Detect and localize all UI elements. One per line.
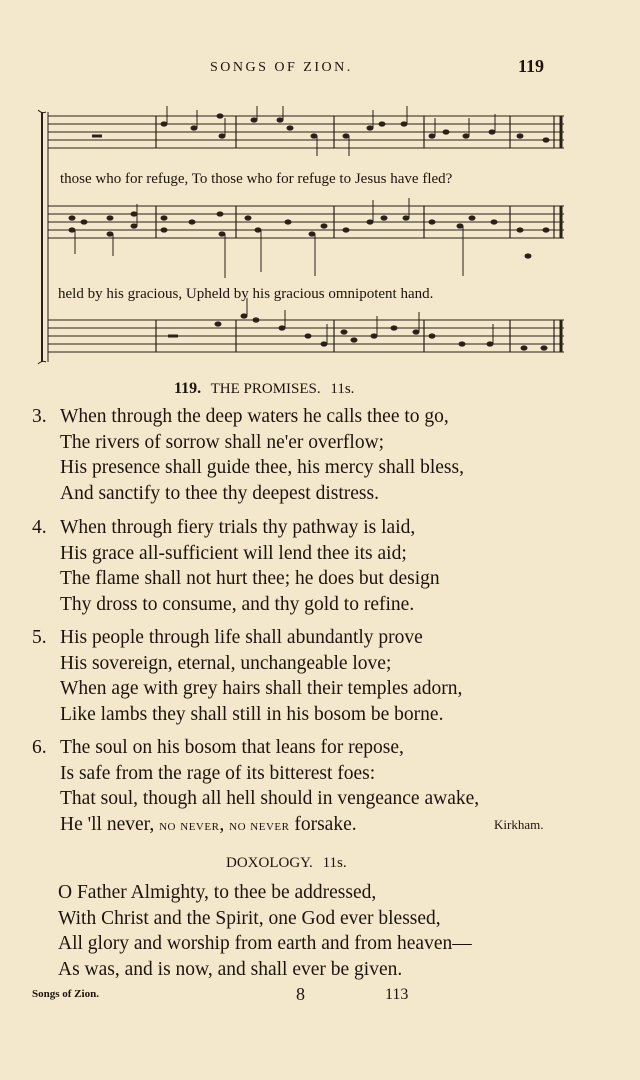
music-lyric-line-1: those who for refuge, To those who for refuge to Jesus have fled?	[60, 171, 453, 187]
staff-middle	[48, 206, 564, 238]
verse-5	[32, 625, 462, 727]
hymn-author: Kirkham.	[494, 817, 544, 832]
verse-number: 4.	[32, 517, 47, 538]
doxology-title	[226, 855, 347, 872]
hymn-title-text: THE PROMISES.	[210, 381, 321, 397]
doxology-meter: 11s.	[322, 855, 347, 871]
verse-line: His sovereign, eternal, unchangeable love;	[60, 652, 392, 674]
doxology-line: With Christ and the Spirit, one God ever blessed,	[58, 907, 441, 929]
verse-line: When age with grey hairs shall their temples adorn,	[60, 678, 463, 699]
verse-4	[32, 515, 440, 617]
verse-3	[32, 404, 464, 506]
doxology-title-text: DOXOLOGY.	[226, 855, 313, 871]
verse-number: 5.	[32, 627, 47, 648]
hymn-meter: 11s.	[330, 381, 355, 397]
doxology-line: O Father Almighty, to thee be addressed,	[58, 882, 377, 903]
running-header-title: SONGS OF ZION.	[210, 60, 353, 75]
last-line-start: He 'll never,	[60, 813, 155, 835]
footer-book-title: Songs of Zion.	[32, 988, 99, 1000]
doxology-line: All glory and worship from earth and from heaven—	[58, 933, 472, 954]
verse-line: The soul on his bosom that leans for repose,	[60, 737, 404, 758]
page-number: 119	[518, 56, 545, 76]
verse-last-line	[32, 812, 479, 840]
verse-6	[32, 735, 479, 839]
last-line-emphasis-2: no never	[229, 817, 290, 834]
verse-line: His presence shall guide thee, his mercy shall bless,	[60, 457, 464, 478]
verse-line: His grace all-sufficient will lend thee its aid;	[60, 542, 407, 564]
verse-number: 6.	[32, 737, 47, 758]
verse-line: Like lambs they shall still in his bosom be borne.	[60, 703, 444, 725]
footer-page-number: 113	[385, 986, 409, 1003]
verse-line: The flame shall not hurt thee; he does but design	[60, 568, 440, 589]
verse-number: 3.	[32, 406, 47, 427]
verse-line: When through the deep waters he calls thee to go,	[60, 406, 449, 427]
verse-line: And sanctify to thee thy deepest distress.	[60, 482, 379, 504]
last-line-emphasis-1: no never	[159, 817, 220, 834]
verse-line: When through fiery trials thy pathway is laid,	[60, 517, 416, 538]
footer-signature-mark: 8	[296, 984, 305, 1004]
doxology-text	[58, 880, 472, 982]
doxology-line: As was, and is now, and shall ever be given.	[58, 958, 403, 980]
music-lyric-line-2: held by his gracious, Upheld by his gracious omnipotent hand.	[58, 286, 434, 302]
music-score	[34, 106, 574, 368]
verse-line: His people through life shall abundantly prove	[60, 627, 423, 648]
verse-line: That soul, though all hell should in vengeance awake,	[60, 788, 480, 809]
last-line-comma: ,	[219, 813, 225, 835]
hymn-title	[174, 380, 354, 398]
verse-line: Is safe from the rage of its bitterest foes:	[60, 762, 376, 784]
verse-line: The rivers of sorrow shall ne'er overflow;	[60, 431, 385, 453]
verse-line: Thy dross to consume, and thy gold to refine.	[60, 593, 415, 615]
last-line-end: forsake.	[294, 813, 357, 835]
staff-treble	[48, 116, 564, 148]
hymn-number: 119.	[174, 380, 202, 397]
